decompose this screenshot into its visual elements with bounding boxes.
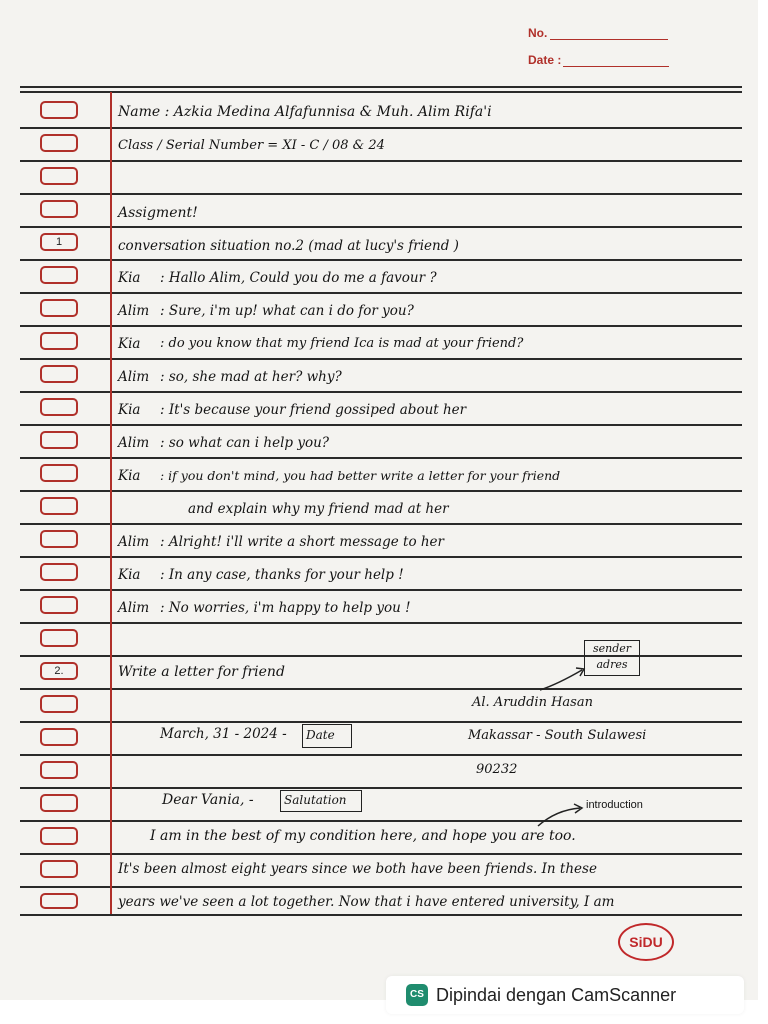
ruled-line bbox=[20, 622, 742, 624]
margin-box bbox=[40, 728, 78, 746]
ruled-line bbox=[20, 424, 742, 426]
margin-box-number: 1 bbox=[40, 233, 78, 251]
margin-box bbox=[40, 827, 78, 845]
letter-date: March, 31 - 2024 - bbox=[160, 726, 287, 742]
margin-box bbox=[40, 200, 78, 218]
margin-box bbox=[40, 530, 78, 548]
ruled-line bbox=[20, 160, 742, 162]
letter-task-heading: Write a letter for friend bbox=[118, 664, 285, 680]
ruled-line bbox=[20, 820, 742, 822]
margin-box bbox=[40, 464, 78, 482]
dialog-line: : Sure, i'm up! what can i do for you? bbox=[160, 303, 414, 319]
margin-box bbox=[40, 101, 78, 119]
top-rule bbox=[20, 91, 742, 93]
bottom-rule bbox=[20, 914, 742, 916]
margin-box bbox=[40, 860, 78, 878]
margin-box bbox=[40, 299, 78, 317]
dialog-line: : In any case, thanks for your help ! bbox=[160, 567, 404, 583]
letter-body-line: I am in the best of my condition here, and hope you are too. bbox=[150, 828, 576, 844]
ruled-line bbox=[20, 721, 742, 723]
margin-box bbox=[40, 761, 78, 779]
margin-box bbox=[40, 134, 78, 152]
ruled-line bbox=[20, 556, 742, 558]
dialog-speaker: Kia bbox=[118, 567, 141, 583]
margin-box bbox=[40, 497, 78, 515]
dialog-speaker: Alim bbox=[118, 435, 150, 451]
ruled-line bbox=[20, 391, 742, 393]
number-field-line bbox=[550, 39, 668, 40]
dialog-line: : so, she mad at her? why? bbox=[160, 369, 342, 385]
margin-box bbox=[40, 596, 78, 614]
margin-box bbox=[40, 365, 78, 383]
camscanner-logo-icon: CS bbox=[406, 984, 428, 1006]
dialog-speaker: Alim bbox=[118, 303, 150, 319]
number-field-label: No. bbox=[528, 26, 548, 40]
ruled-line bbox=[20, 754, 742, 756]
date-field-line bbox=[563, 66, 669, 67]
dialog-speaker: Kia bbox=[118, 270, 141, 286]
sender-street-address: Al. Aruddin Hasan bbox=[472, 695, 593, 710]
top-rule bbox=[20, 86, 742, 88]
margin-box-number: 2. bbox=[40, 662, 78, 680]
notebook-brand-logo: SiDU bbox=[618, 923, 674, 961]
ruled-line bbox=[20, 457, 742, 459]
dialog-speaker: Kia bbox=[118, 402, 141, 418]
camscanner-watermark-text: Dipindai dengan CamScanner bbox=[436, 985, 677, 1005]
margin-box bbox=[40, 431, 78, 449]
margin-box bbox=[40, 398, 78, 416]
dialog-line-continuation: and explain why my friend mad at her bbox=[188, 501, 449, 517]
date-annotation-label: Date bbox=[302, 724, 352, 748]
ruled-line bbox=[20, 688, 742, 690]
ruled-line bbox=[20, 325, 742, 327]
dialog-line: : It's because your friend gossiped about her bbox=[160, 402, 467, 418]
dialog-line: : if you don't mind, you had better write a letter for your friend bbox=[160, 468, 561, 483]
ruled-line bbox=[20, 787, 742, 789]
ruled-line bbox=[20, 259, 742, 261]
dialog-speaker: Alim bbox=[118, 369, 150, 385]
introduction-annotation: introduction bbox=[586, 799, 643, 811]
dialog-line: : No worries, i'm happy to help you ! bbox=[160, 600, 411, 616]
arrow-icon bbox=[538, 664, 588, 694]
date-field-label: Date : bbox=[528, 53, 562, 67]
salutation-annotation-label: Salutation bbox=[280, 790, 362, 812]
letter-body-line: It's been almost eight years since we both have been friends. In these bbox=[118, 861, 597, 877]
dialog-speaker: Alim bbox=[118, 534, 150, 550]
margin-box bbox=[40, 893, 78, 909]
margin-box bbox=[40, 695, 78, 713]
dialog-speaker: Kia bbox=[118, 336, 141, 352]
dialog-speaker: Kia bbox=[118, 468, 141, 484]
margin-line bbox=[110, 92, 112, 914]
ruled-line bbox=[20, 193, 742, 195]
dialog-speaker: Alim bbox=[118, 600, 150, 616]
dialog-line: : Alright! i'll write a short message to her bbox=[160, 534, 445, 550]
dialog-line: : Hallo Alim, Could you do me a favour ? bbox=[160, 270, 437, 286]
margin-box bbox=[40, 332, 78, 350]
dialog-line: : so what can i help you? bbox=[160, 435, 330, 451]
ruled-line bbox=[20, 589, 742, 591]
margin-box bbox=[40, 167, 78, 185]
class-serial-number: Class / Serial Number = XI - C / 08 & 24 bbox=[118, 138, 385, 153]
margin-box bbox=[40, 266, 78, 284]
margin-box bbox=[40, 794, 78, 812]
ruled-line bbox=[20, 358, 742, 360]
dialog-line: : do you know that my friend Ica is mad at your friend? bbox=[160, 336, 524, 351]
ruled-line bbox=[20, 292, 742, 294]
arrow-icon bbox=[536, 798, 586, 828]
ruled-line bbox=[20, 127, 742, 129]
ruled-line bbox=[20, 226, 742, 228]
ruled-line bbox=[20, 853, 742, 855]
assignment-heading: Assigment! bbox=[118, 205, 198, 221]
letter-body-line: years we've seen a lot together. Now that i have entered university, I am bbox=[118, 894, 615, 910]
sender-address-label: sender adres bbox=[584, 640, 640, 676]
letter-salutation: Dear Vania, - bbox=[162, 792, 254, 808]
student-names: Name : Azkia Medina Alfafunnisa & Muh. Alim Rifa'i bbox=[118, 104, 492, 120]
ruled-line bbox=[20, 490, 742, 492]
sender-city: Makassar - South Sulawesi bbox=[468, 728, 647, 743]
ruled-line bbox=[20, 886, 742, 888]
margin-box bbox=[40, 563, 78, 581]
ruled-line bbox=[20, 523, 742, 525]
sender-postal-code: 90232 bbox=[476, 762, 518, 777]
margin-box bbox=[40, 629, 78, 647]
conversation-title: conversation situation no.2 (mad at lucy's friend ) bbox=[118, 238, 459, 254]
